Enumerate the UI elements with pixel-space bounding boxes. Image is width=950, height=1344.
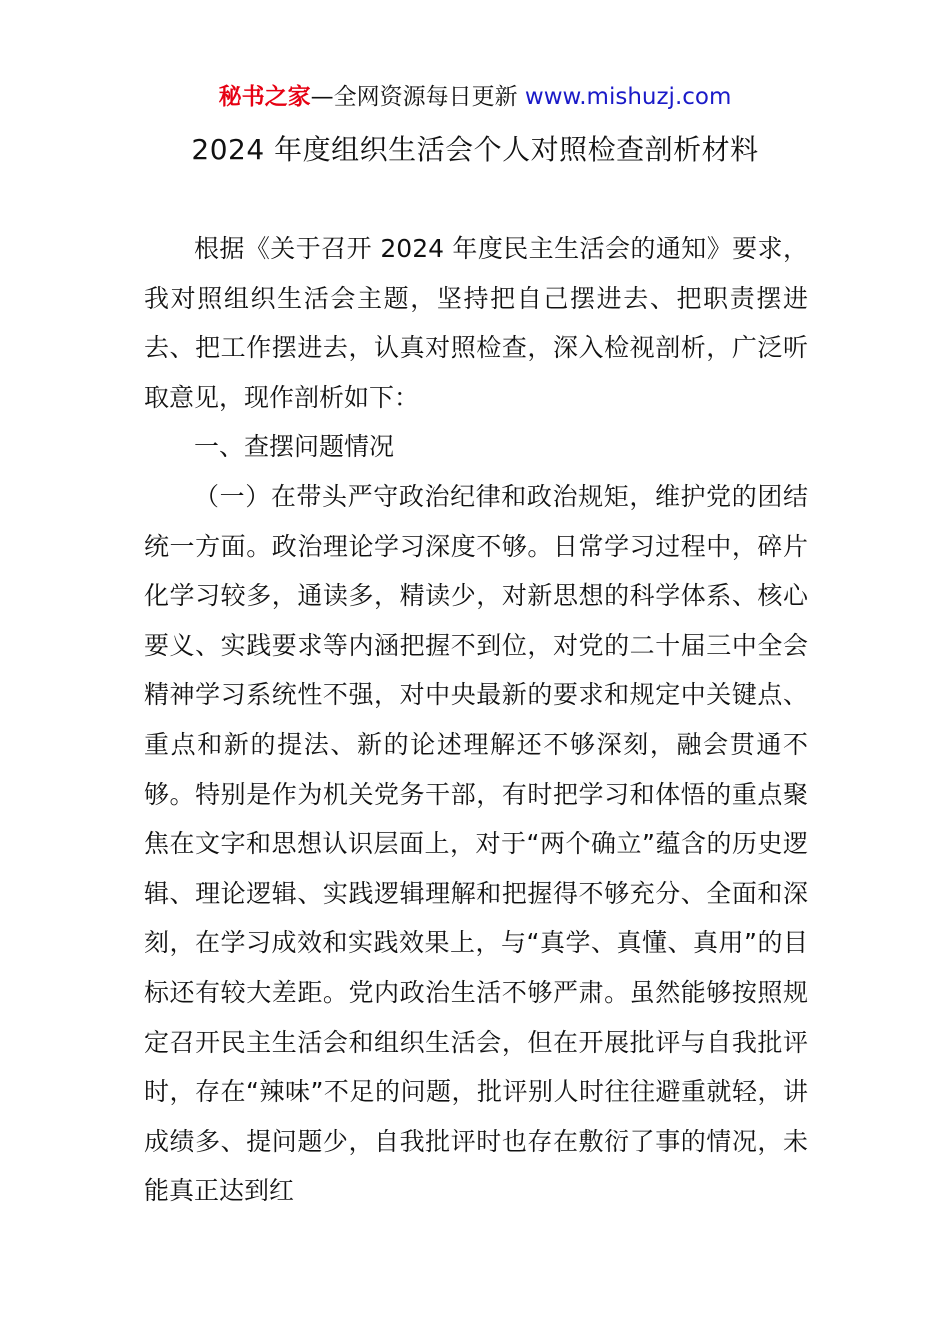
site-brand: 秘书之家 [218,84,311,110]
site-url-link[interactable]: www.mishuzj.com [524,84,732,110]
intro-paragraph: 根据《关于召开 2024 年度民主生活会的通知》要求，我对照组织生活会主题，坚持把自己摆进去、把职责摆进去、把工作摆进去，认真对照检查，深入检视剖析，广泛听取意见，现作剖析如下： [144,234,808,412]
site-header [0,80,950,114]
site-tagline: —全网资源每日更新 [310,84,518,110]
document-body [144,224,808,1216]
document-title: 2024 年度组织生活会个人对照检查剖析材料 [191,133,759,166]
section-heading: 一、查摆问题情况 [194,432,395,462]
body-paragraph: （一）在带头严守政治纪律和政治规矩，维护党的团结统一方面。政治理论学习深度不够。日常学习过程中，碎片化学习较多，通读多，精读少，对新思想的科学体系、核心要义、实践要求等内涵把握不到位，对党的二十届三中全会精神学习系统性不强，对中央最新的要求和规定中关键点、重点和新的提法、新的论述理解还不够深刻，融会贯通不够。特别是作为机关党务干部，有时把学习和体悟的重点聚焦在文字和思想认识层面上，对于“两个确立”蕴含的历史逻辑、理论逻辑、实践逻辑理解和把握得不够充分、全面和深刻，在学习成效和实践效果上，与“真学、真懂、真用”的目标还有较大差距。党内政治生活不够严肃。虽然能够按照规定召开民主生活会和组织生活会，但在开展批评与自我批评时，存在“辣味”不足的问题，批评别人时往往避重就轻，讲成绩多、提问题少，自我批评时也存在敷衍了事的情况，未能真正达到红 [144,481,808,1206]
